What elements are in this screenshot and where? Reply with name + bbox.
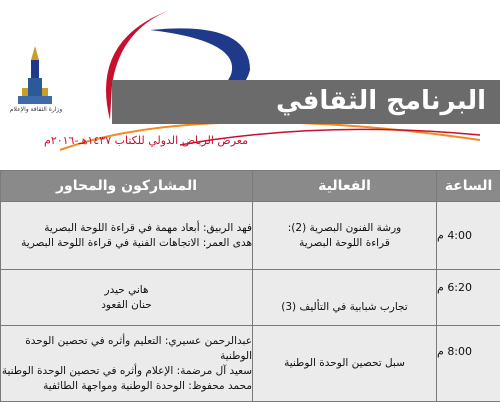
participants-cell <box>1 326 253 402</box>
time-value: 8:00 م <box>437 345 472 358</box>
participant-line: محمد محفوظ: الوحدة الوطنية ومواجهة الطائفية <box>1 379 252 394</box>
column-header-time: الساعة <box>437 171 500 202</box>
event-line: ورشة الفنون البصرية (2): <box>253 221 436 236</box>
logo-caption: وزارة الثقافة والإعلام <box>6 106 66 113</box>
page-subtitle: معرض الرياض الدولي للكتاب ١٤٣٧هـ-٢٠١٦م <box>36 134 256 147</box>
participant-line: فهد الربيق: أبعاد مهمة في قراءة اللوحة البصرية <box>1 221 252 236</box>
column-header-event: الفعالية <box>253 171 437 202</box>
participant-line: هدى العمر: الاتجاهات الفنية في قراءة اللوحة البصرية <box>1 236 252 251</box>
ministry-logo-icon <box>18 46 52 104</box>
program-table <box>0 170 500 402</box>
table-row <box>1 202 500 270</box>
participants-cell <box>1 202 253 270</box>
time-value: 6:20 م <box>437 281 472 294</box>
column-header-participants: المشاركون والمحاور <box>1 171 253 202</box>
event-line: سبل تحصين الوحدة الوطنية <box>253 356 436 371</box>
time-cell <box>437 202 500 270</box>
event-cell <box>253 202 437 270</box>
time-cell <box>437 270 500 326</box>
participant-line: عبدالرحمن عسيري: التعليم وأثره في تحصين الوحدة الوطنية <box>1 334 252 364</box>
table-row <box>1 270 500 326</box>
header <box>0 0 500 170</box>
participant-line: سعيد آل مرضمة: الإعلام وأثره في تحصين الوحدة الوطنية <box>1 364 252 379</box>
page-title: البرنامج الثقافي <box>276 86 486 116</box>
time-value: 4:00 م <box>437 229 472 242</box>
table-header-row <box>1 171 500 202</box>
participants-cell <box>1 270 253 326</box>
table-row <box>1 326 500 402</box>
participant-line: هاني حيدر <box>1 283 252 298</box>
event-line: قراءة اللوحة البصرية <box>253 236 436 251</box>
event-cell <box>253 270 437 326</box>
event-cell <box>253 326 437 402</box>
title-bar <box>112 80 500 124</box>
participant-line: حنان القعود <box>1 298 252 313</box>
event-line: تجارب شبابية في التأليف (3) <box>253 300 436 315</box>
time-cell <box>437 326 500 402</box>
